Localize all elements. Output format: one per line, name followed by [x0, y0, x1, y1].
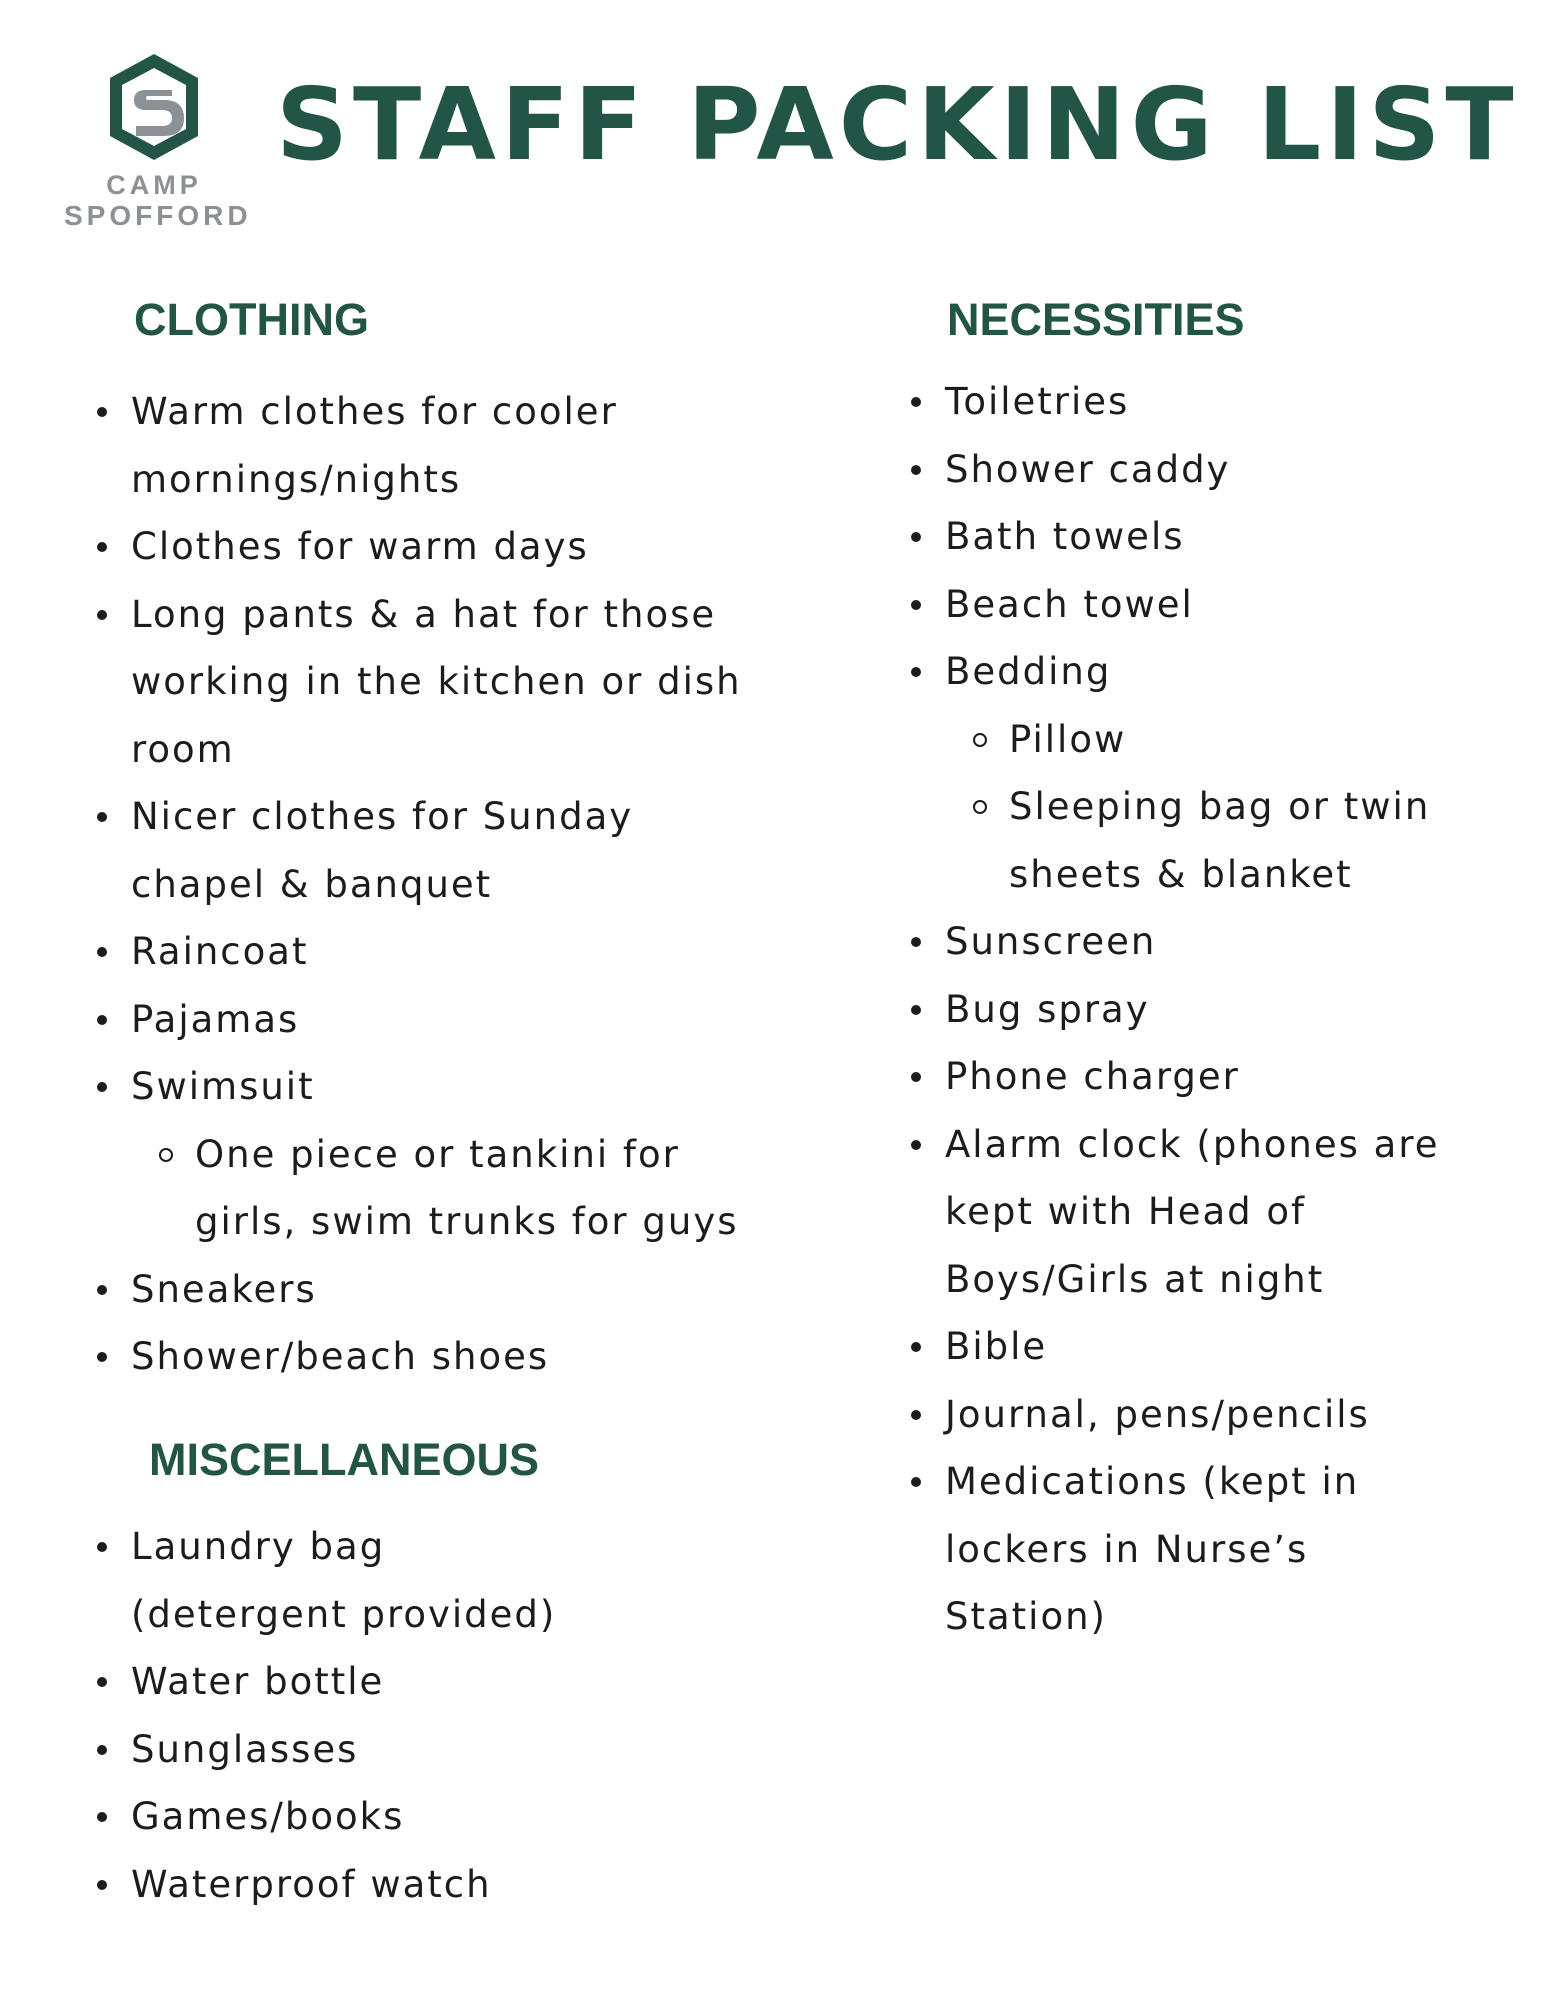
bullet-icon — [911, 937, 921, 947]
item-text: Bible — [945, 1325, 1048, 1368]
bullet-icon — [911, 1140, 921, 1150]
list-item — [945, 1381, 1440, 1449]
list-item — [945, 1111, 1440, 1314]
item-text: (detergent provided) — [131, 1592, 557, 1636]
list-item — [131, 918, 742, 986]
list-item — [131, 1513, 556, 1648]
bullet-icon — [97, 1812, 107, 1822]
bullet-icon — [911, 465, 921, 475]
list-item — [945, 1448, 1440, 1651]
sub-list — [131, 1121, 742, 1256]
list-item — [945, 368, 1440, 436]
item-text: Boys/Girls at night — [945, 1257, 1325, 1301]
camp-spofford-logo — [64, 52, 252, 237]
item-text: Medications (kept in — [945, 1460, 1360, 1503]
hollow-bullet-icon — [973, 733, 987, 747]
list-item — [131, 1851, 556, 1919]
bullet-icon — [97, 1677, 107, 1687]
list-item — [945, 976, 1440, 1044]
bullet-icon — [911, 1477, 921, 1487]
item-text: girls, swim trunks for guys — [195, 1200, 739, 1243]
item-text: Long pants & a hat for those — [131, 592, 717, 636]
item-text: Bedding — [945, 650, 1112, 693]
list-item — [945, 571, 1440, 639]
list-item — [131, 513, 742, 581]
clothing-heading: CLOTHING — [134, 294, 369, 345]
bullet-icon — [97, 407, 107, 417]
item-text: Warm clothes for cooler — [131, 390, 618, 433]
bullet-icon — [97, 1285, 107, 1295]
logo-text-camp: CAMP — [106, 170, 202, 200]
bullet-icon — [911, 532, 921, 542]
sub-list — [945, 706, 1440, 909]
item-text: sheets & blanket — [1009, 852, 1353, 896]
bullet-icon — [97, 947, 107, 957]
list-item — [945, 908, 1440, 976]
item-text: Clothes for warm days — [131, 525, 589, 568]
sub-list-item — [1009, 706, 1440, 774]
item-text: Sunscreen — [945, 920, 1157, 963]
item-text: Beach towel — [945, 582, 1194, 626]
logo-text-spofford: SPOFFORD — [64, 200, 252, 231]
list-item — [131, 1716, 556, 1784]
item-text: lockers in Nurse’s — [945, 1527, 1309, 1571]
item-text: Laundry bag — [131, 1525, 386, 1568]
bullet-icon — [911, 1410, 921, 1420]
miscellaneous-heading: MISCELLANEOUS — [149, 1434, 540, 1485]
item-text: Shower/beach shoes — [131, 1335, 550, 1378]
item-text: Shower caddy — [945, 447, 1231, 491]
list-item — [131, 1648, 556, 1716]
clothing-list — [131, 378, 742, 1391]
list-item — [131, 1783, 556, 1851]
item-text: Bath towels — [945, 515, 1185, 558]
list-item — [131, 783, 742, 918]
list-item — [131, 1256, 742, 1324]
list-item — [945, 1313, 1440, 1381]
item-text: Swimsuit — [131, 1065, 315, 1108]
item-text: Toiletries — [945, 380, 1130, 423]
item-text: Games/books — [131, 1795, 405, 1838]
item-text: One piece or tankini for — [195, 1132, 680, 1176]
list-item — [131, 986, 742, 1054]
bullet-icon — [97, 1880, 107, 1890]
bullet-icon — [97, 1015, 107, 1025]
item-text: kept with Head of — [945, 1190, 1307, 1233]
list-item — [131, 378, 742, 513]
bullet-icon — [97, 812, 107, 822]
list-item — [131, 581, 742, 784]
hollow-bullet-icon — [973, 800, 987, 814]
item-text: room — [131, 727, 235, 771]
item-text: Phone charger — [945, 1055, 1240, 1098]
necessities-heading: NECESSITIES — [947, 294, 1245, 345]
bullet-icon — [911, 397, 921, 407]
bullet-icon — [97, 542, 107, 552]
bullet-icon — [911, 600, 921, 610]
shield-s-logo-icon — [106, 52, 202, 162]
sub-list-item — [1009, 773, 1440, 908]
list-item — [131, 1323, 742, 1391]
item-text: Waterproof watch — [131, 1862, 492, 1906]
list-item — [945, 436, 1440, 504]
item-text: Sneakers — [131, 1267, 317, 1311]
list-item — [131, 1053, 742, 1256]
bullet-icon — [97, 1082, 107, 1092]
item-text: Water bottle — [131, 1660, 385, 1703]
item-text: Nicer clothes for Sunday — [131, 795, 634, 838]
item-text: Raincoat — [131, 930, 309, 973]
bullet-icon — [911, 1005, 921, 1015]
item-text: Sleeping bag or twin — [1009, 785, 1431, 828]
item-text: mornings/nights — [131, 457, 462, 501]
item-text: Pillow — [1009, 717, 1127, 761]
list-item — [945, 638, 1440, 908]
bullet-icon — [97, 1542, 107, 1552]
item-text: Journal, pens/pencils — [945, 1392, 1370, 1436]
bullet-icon — [911, 1342, 921, 1352]
item-text: Sunglasses — [131, 1727, 359, 1771]
sub-list-item — [195, 1121, 742, 1256]
bullet-icon — [97, 610, 107, 620]
page-header — [0, 0, 1545, 250]
miscellaneous-list — [131, 1513, 556, 1918]
item-text: Station) — [945, 1595, 1107, 1638]
bullet-icon — [97, 1745, 107, 1755]
bullet-icon — [911, 667, 921, 677]
bullet-icon — [911, 1072, 921, 1082]
list-item — [945, 503, 1440, 571]
page-title: STAFF PACKING LIST — [276, 66, 1519, 183]
item-text: Alarm clock (phones are — [945, 1122, 1440, 1166]
item-text: Pajamas — [131, 997, 300, 1041]
hollow-bullet-icon — [159, 1148, 173, 1162]
item-text: chapel & banquet — [131, 862, 493, 906]
bullet-icon — [97, 1352, 107, 1362]
item-text: Bug spray — [945, 987, 1150, 1031]
item-text: working in the kitchen or dish — [131, 660, 742, 703]
necessities-list — [945, 368, 1440, 1651]
list-item — [945, 1043, 1440, 1111]
